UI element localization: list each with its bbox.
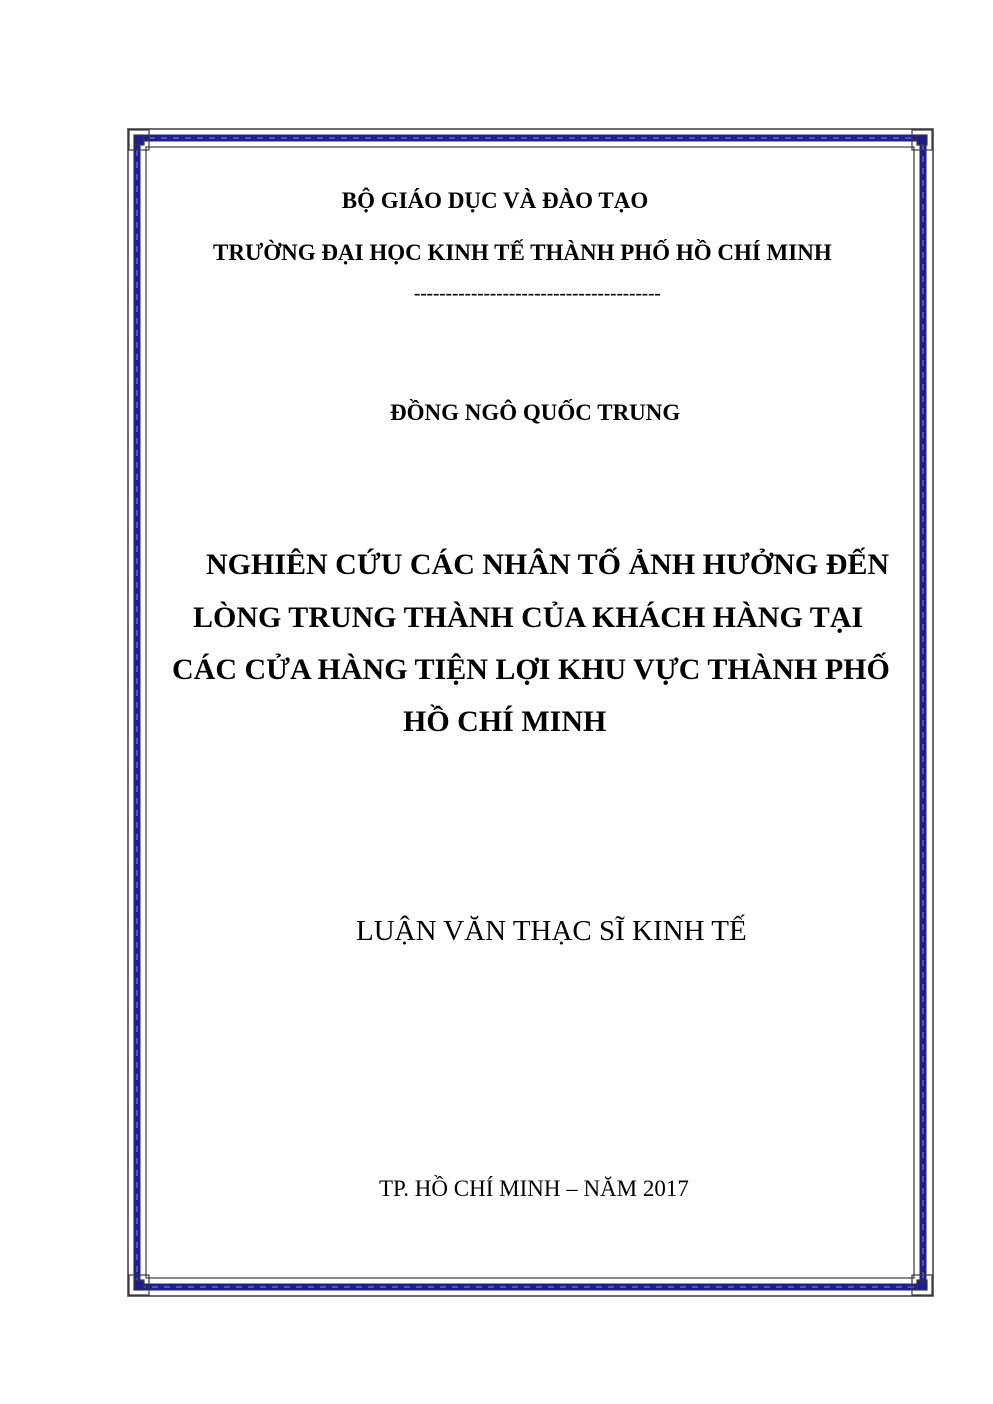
place-and-year: TP. HỒ CHÍ MINH – NĂM 2017	[379, 1176, 689, 1201]
degree-label: LUẬN VĂN THẠC SĨ KINH TẾ	[356, 915, 747, 947]
thesis-title-line-1: NGHIÊN CỨU CÁC NHÂN TỐ ẢNH HƯỞNG ĐẾN	[206, 548, 890, 581]
ministry-heading: BỘ GIÁO DỤC VÀ ĐÀO TẠO	[341, 188, 649, 213]
university-heading: TRƯỜNG ĐẠI HỌC KINH TẾ THÀNH PHỐ HỒ CHÍ MINH	[213, 240, 832, 265]
thesis-title-line-3: CÁC CỬA HÀNG TIỆN LỢI KHU VỰC THÀNH PHỐ	[172, 653, 890, 686]
author-name: ĐỒNG NGÔ QUỐC TRUNG	[390, 400, 681, 425]
thesis-title-line-2: LÒNG TRUNG THÀNH CỦA KHÁCH HÀNG TẠI	[193, 601, 864, 634]
heading-separator: ---------------------------------------	[414, 283, 661, 304]
thesis-title-line-4: HỒ CHÍ MINH	[403, 705, 607, 738]
